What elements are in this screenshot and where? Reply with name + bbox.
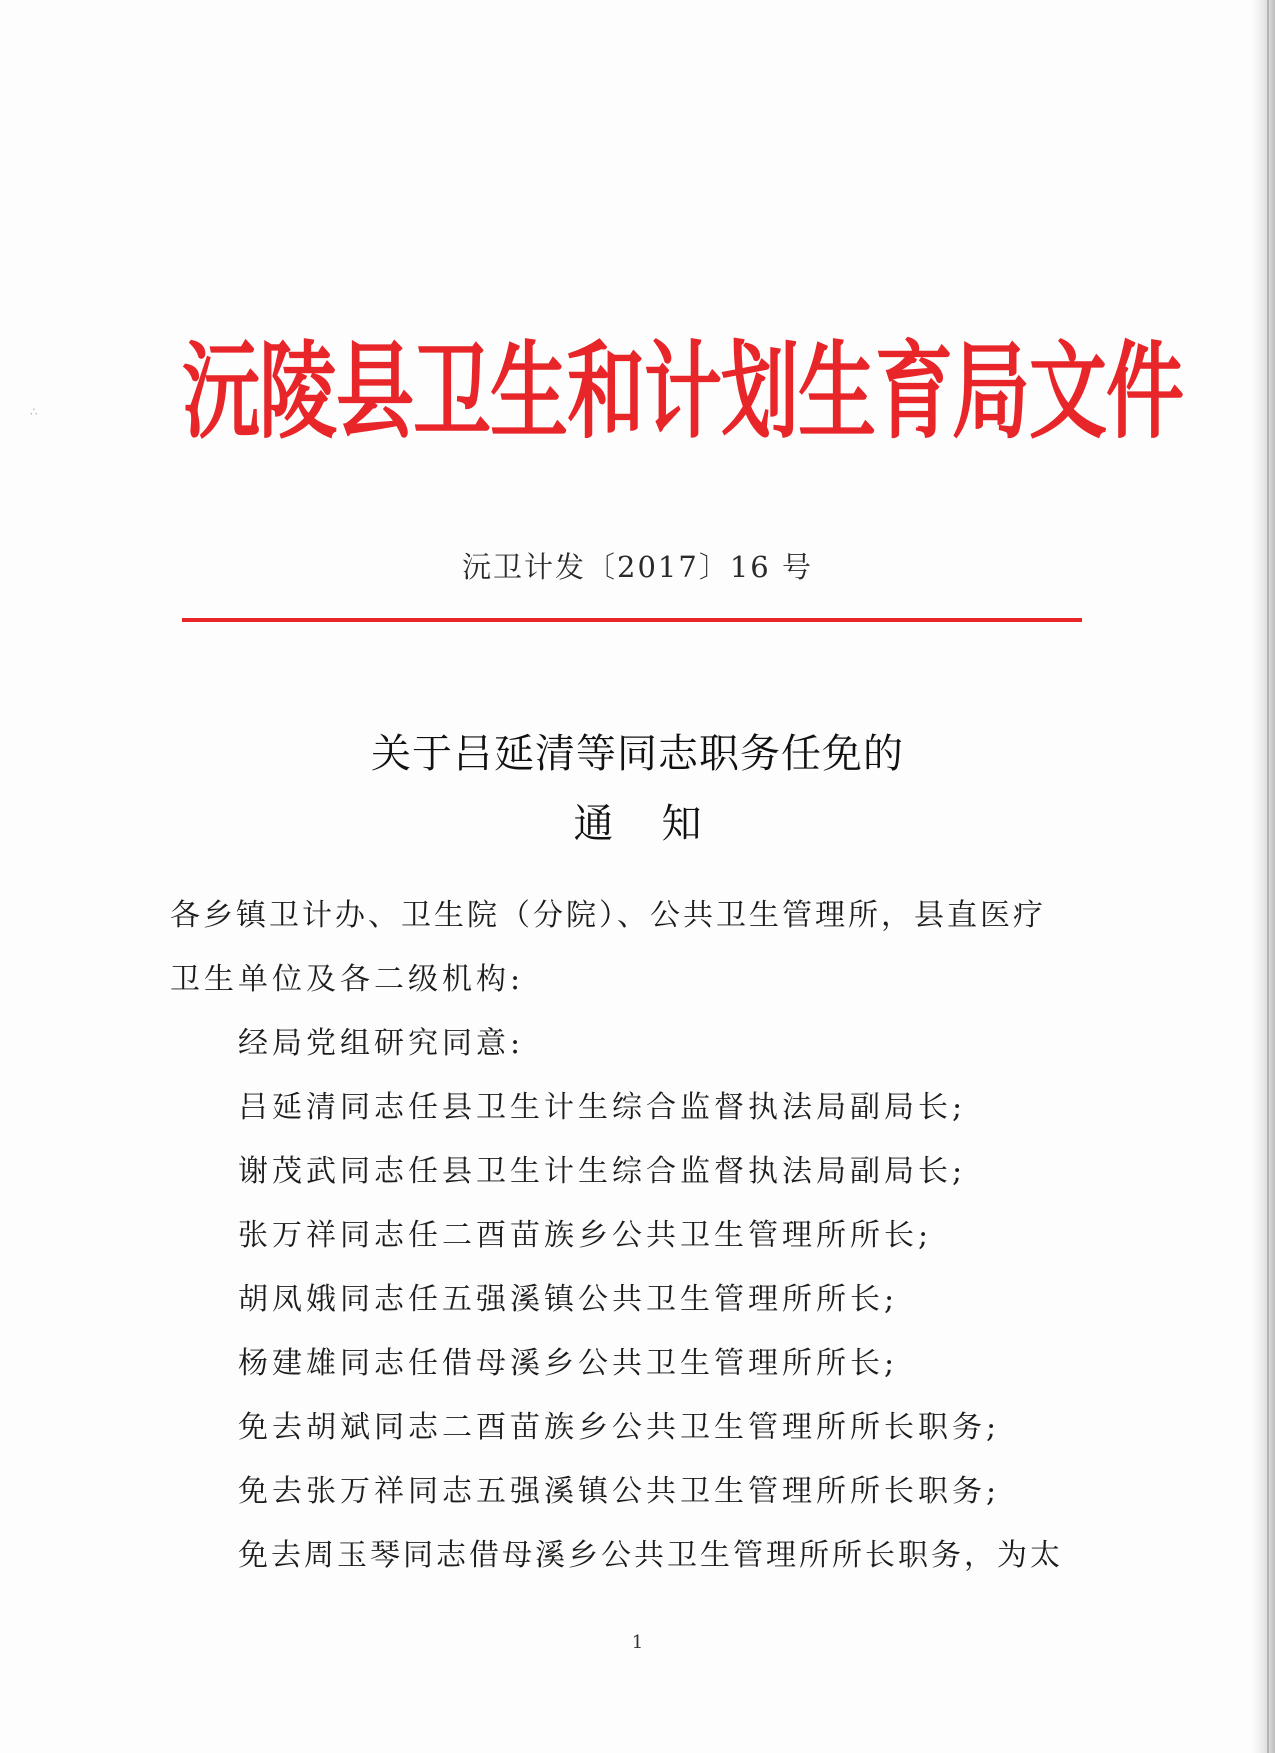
dismissal-item: 免去周玉琴同志借母溪乡公共卫生管理所所长职务，为太 [238,1538,1063,1573]
dismissal-item: 免去胡斌同志二酉苗族乡公共卫生管理所所长职务; [238,1410,1001,1445]
document-number: 沅卫计发〔2017〕16 号 [462,550,813,584]
appointment-item: 杨建雄同志任借母溪乡公共卫生管理所所长; [238,1346,899,1381]
scan-edge-line [1267,0,1269,1753]
appointment-item: 张万祥同志任二酉苗族乡公共卫生管理所所长; [238,1218,933,1253]
appointment-item: 谢茂武同志任县卫生计生综合监督执法局副局长; [238,1154,967,1189]
scan-shadow-edge [1249,0,1275,1753]
appointment-item: 吕延清同志任县卫生计生综合监督执法局副局长; [238,1090,967,1125]
scan-speck: ∴ [30,405,38,419]
body-paragraph-intro: 经局党组研究同意: [238,1026,525,1061]
addressee-line-1: 各乡镇卫计办、卫生院（分院）、公共卫生管理所，县直医疗 [170,898,1046,933]
dismissal-item: 免去张万祥同志五强溪镇公共卫生管理所所长职务; [238,1474,1001,1509]
notice-title-line2 [0,792,1275,849]
notice-title-char-2: 知 [661,801,702,847]
notice-title-line1: 关于吕延清等同志职务任免的 [371,731,904,777]
red-divider-rule [182,618,1082,622]
addressee-line-2: 卫生单位及各二级机构: [170,962,525,997]
issuer-red-header: 沅陵县卫生和计划生育局文件 [182,330,1184,454]
page-number: 1 [631,1632,644,1653]
notice-title-char-1: 通 [573,801,614,847]
appointment-item: 胡凤娥同志任五强溪镇公共卫生管理所所长; [238,1282,899,1317]
